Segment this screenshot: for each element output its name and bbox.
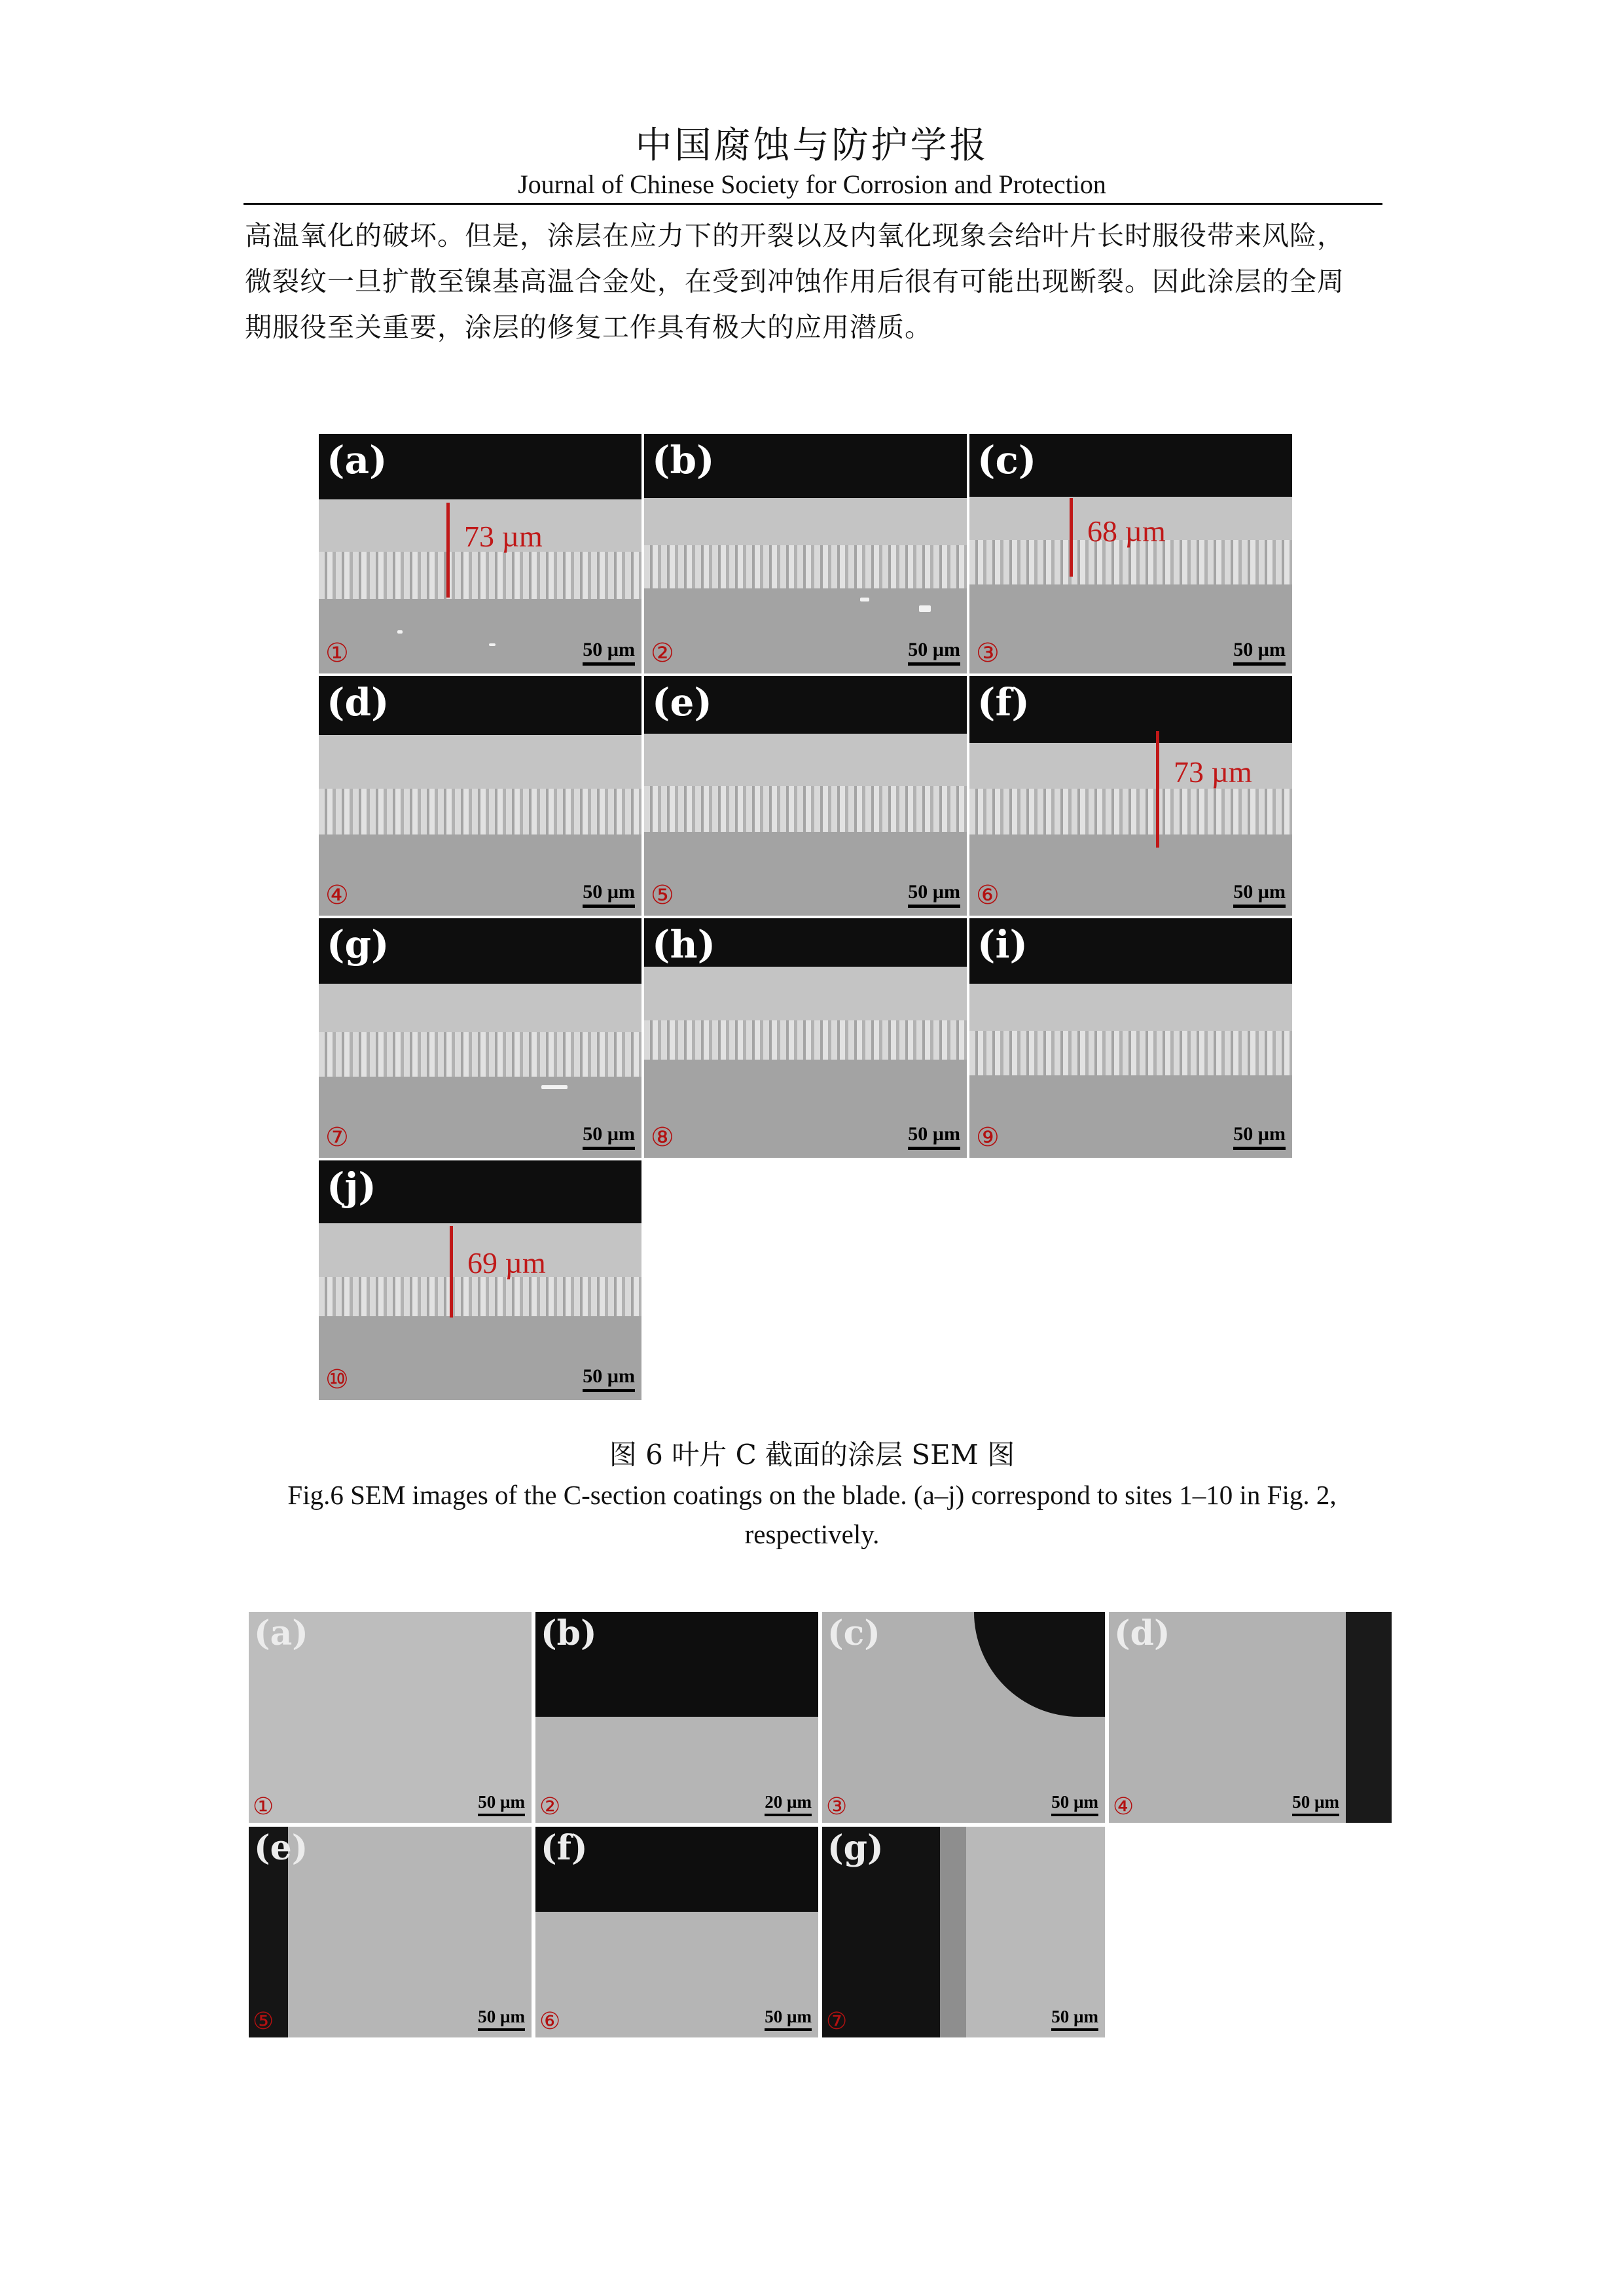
thickness-marker	[450, 1226, 453, 1318]
thickness-marker	[1070, 498, 1073, 577]
scale-bar	[583, 639, 635, 666]
sem-panel-g	[319, 918, 641, 1158]
scale-bar	[1233, 881, 1286, 908]
panel-label: (b)	[652, 438, 715, 482]
sem-panel-7c	[822, 1612, 1105, 1823]
panel-label: (c)	[827, 1613, 880, 1653]
scale-bar-label: 50 µm	[583, 1365, 635, 1387]
figure-6-caption-en: Fig.6 SEM images of the C-section coatings on the blade. (a–j) correspond to sites 1–10 in Fig. 2,	[287, 1480, 1337, 1510]
scale-bar-label: 20 µm	[765, 1792, 812, 1812]
site-number: ②	[651, 638, 674, 668]
sem-panel-i	[969, 918, 1292, 1158]
site-number: ⑨	[976, 1122, 1000, 1153]
sem-panel-7g	[822, 1827, 1105, 2037]
panel-label: (a)	[254, 1613, 308, 1653]
panel-label: (g)	[327, 922, 389, 967]
body-text-line: 期服役至关重要，涂层的修复工作具有极大的应用潜质。	[245, 312, 932, 343]
thickness-label: 68 µm	[1087, 514, 1166, 548]
site-number: ⑧	[651, 1122, 674, 1153]
site-number: ③	[826, 1793, 848, 1820]
scale-bar	[583, 1123, 635, 1150]
journal-title-cn: 中国腐蚀与防护学报	[635, 124, 989, 167]
scale-bar-label: 50 µm	[478, 2007, 525, 2026]
sem-panel-b	[644, 434, 967, 673]
panel-label: (c)	[977, 438, 1037, 482]
scale-bar	[478, 1792, 525, 1816]
scale-bar-label: 50 µm	[908, 1123, 960, 1145]
scale-bar	[765, 1792, 812, 1816]
site-number: ⑥	[539, 2008, 561, 2035]
scale-bar	[1233, 639, 1286, 666]
site-number: ①	[253, 1793, 274, 1820]
scale-bar	[908, 881, 960, 908]
sem-panel-j	[319, 1160, 641, 1400]
panel-label: (i)	[977, 922, 1028, 967]
panel-label: (e)	[254, 1828, 308, 1868]
body-text-line: 微裂纹一旦扩散至镍基高温合金处，在受到冲蚀作用后很有可能出现断裂。因此涂层的全周	[245, 266, 1344, 297]
sem-panel-7e	[249, 1827, 532, 2037]
sem-panel-7a	[249, 1612, 532, 1823]
scale-bar-label: 50 µm	[908, 639, 960, 660]
site-number: ⑥	[976, 880, 1000, 910]
panel-label: (e)	[652, 680, 712, 725]
scale-bar-label: 50 µm	[1233, 1123, 1286, 1145]
scale-bar-label: 50 µm	[583, 881, 635, 903]
scale-bar	[583, 1365, 635, 1392]
scale-bar-label: 50 µm	[478, 1792, 525, 1812]
scale-bar	[1051, 1792, 1098, 1816]
scale-bar	[1292, 1792, 1339, 1816]
sem-panel-d	[319, 676, 641, 916]
sem-panel-c	[969, 434, 1292, 673]
figure-6-caption-cn: 图 6 叶片 C 截面的涂层 SEM 图	[609, 1439, 1015, 1471]
sem-panel-7f	[535, 1827, 818, 2037]
thickness-marker	[1156, 731, 1159, 848]
thickness-marker	[446, 503, 450, 598]
scale-bar-label: 50 µm	[908, 881, 960, 903]
panel-label: (g)	[827, 1828, 884, 1868]
scale-bar	[765, 2007, 812, 2031]
scale-bar-label: 50 µm	[583, 1123, 635, 1145]
site-number: ⑤	[651, 880, 674, 910]
scale-bar	[1233, 1123, 1286, 1150]
site-number: ⑦	[826, 2008, 848, 2035]
panel-label: (d)	[327, 680, 389, 725]
sem-panel-7d	[1109, 1612, 1392, 1823]
site-number: ①	[325, 638, 349, 668]
sem-panel-a	[319, 434, 641, 673]
sem-panel-f	[969, 676, 1292, 916]
site-number: ②	[539, 1793, 561, 1820]
panel-label: (f)	[541, 1828, 588, 1868]
scale-bar	[583, 881, 635, 908]
site-number: ⑦	[325, 1122, 349, 1153]
site-number: ③	[976, 638, 1000, 668]
scale-bar-label: 50 µm	[583, 639, 635, 660]
header-rule	[244, 203, 1382, 205]
panel-label: (j)	[327, 1164, 376, 1209]
figure-6-caption-en-cont: respectively.	[744, 1519, 880, 1549]
scale-bar-label: 50 µm	[1292, 1792, 1339, 1812]
scale-bar-label: 50 µm	[1233, 639, 1286, 660]
thickness-label: 73 µm	[464, 520, 543, 553]
scale-bar	[908, 1123, 960, 1150]
scale-bar-label: 50 µm	[1233, 881, 1286, 903]
site-number: ④	[1113, 1793, 1134, 1820]
panel-label: (h)	[652, 922, 716, 967]
sem-panel-h	[644, 918, 967, 1158]
thickness-label: 69 µm	[467, 1246, 546, 1280]
panel-label: (d)	[1114, 1613, 1170, 1653]
site-number: ④	[325, 880, 349, 910]
scale-bar-label: 50 µm	[765, 2007, 812, 2026]
scale-bar-label: 50 µm	[1051, 2007, 1098, 2026]
body-text-line: 高温氧化的破坏。但是，涂层在应力下的开裂以及内氧化现象会给叶片长时服役带来风险，	[245, 220, 1344, 251]
scale-bar	[908, 639, 960, 666]
sem-panel-e	[644, 676, 967, 916]
sem-panel-7b	[535, 1612, 818, 1823]
panel-label: (f)	[977, 680, 1030, 725]
journal-title-en: Journal of Chinese Society for Corrosion and Protection	[518, 170, 1106, 199]
scale-bar	[478, 2007, 525, 2031]
thickness-label: 73 µm	[1174, 755, 1252, 789]
panel-label: (a)	[327, 438, 388, 482]
panel-label: (b)	[541, 1613, 597, 1653]
site-number: ⑩	[325, 1365, 349, 1395]
scale-bar-label: 50 µm	[1051, 1792, 1098, 1812]
scale-bar	[1051, 2007, 1098, 2031]
site-number: ⑤	[253, 2008, 274, 2035]
